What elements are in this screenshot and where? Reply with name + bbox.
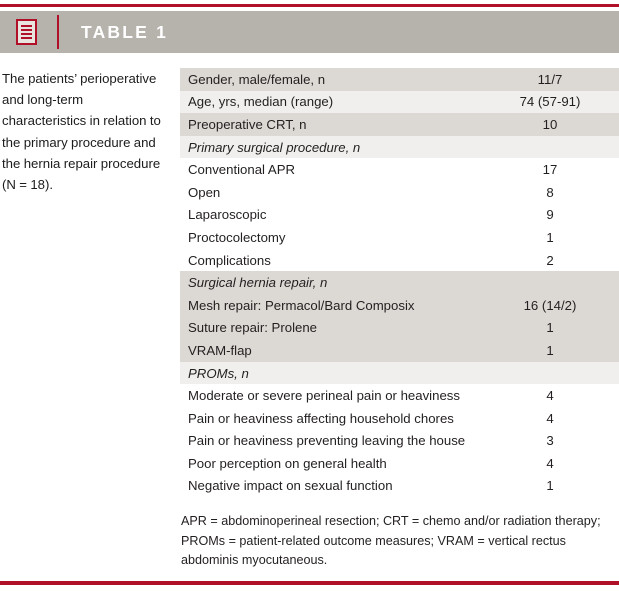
table-row bbox=[180, 475, 619, 498]
table-row-value: 4 bbox=[546, 455, 554, 471]
table-row-label: Age, yrs, median (range) bbox=[188, 94, 334, 110]
table-row-label: Moderate or severe perineal pain or heaviness bbox=[188, 388, 460, 404]
table-row bbox=[180, 91, 619, 114]
data-table bbox=[180, 68, 619, 497]
header-divider bbox=[57, 15, 59, 49]
table-row-label: Surgical hernia repair, n bbox=[188, 275, 328, 291]
table-row bbox=[180, 407, 619, 430]
table-row-value: 8 bbox=[546, 184, 554, 200]
table-row-label: Poor perception on general health bbox=[188, 455, 387, 471]
table-row bbox=[180, 204, 619, 227]
table-row-value: 17 bbox=[542, 162, 558, 178]
table-row-value: 16 (14/2) bbox=[523, 297, 577, 313]
table-document-icon bbox=[16, 19, 37, 45]
table-row-label: Laparoscopic bbox=[188, 207, 267, 223]
table-row bbox=[180, 249, 619, 272]
table-row bbox=[180, 68, 619, 91]
table-row bbox=[180, 339, 619, 362]
table-row-value: 1 bbox=[546, 478, 554, 494]
table-row bbox=[180, 452, 619, 475]
table-row-label: Pain or heaviness preventing leaving the house bbox=[188, 433, 466, 449]
table-row-value: 1 bbox=[546, 320, 554, 336]
table-row bbox=[180, 113, 619, 136]
table-row bbox=[180, 226, 619, 249]
table-row-label: Complications bbox=[188, 252, 271, 268]
table-row-label: Gender, male/female, n bbox=[188, 71, 326, 87]
table-caption: The patients’ perioperative and long-term characteristics in relation to the primary procedure and the hernia repair procedure (N = 18). bbox=[2, 71, 161, 193]
table-row-value: 2 bbox=[546, 252, 554, 268]
table-row-label: Open bbox=[188, 184, 221, 200]
table-row-label: Suture repair: Prolene bbox=[188, 320, 318, 336]
table-row bbox=[180, 430, 619, 453]
table-row-label: Mesh repair: Permacol/Bard Composix bbox=[188, 297, 415, 313]
table-row bbox=[180, 384, 619, 407]
table-footnote: APR = abdominoperineal resection; CRT = chemo and/or radiation therapy; PROMs = patient-related outcome measures; VRAM = vertical rectus abdominis myocutaneous. bbox=[181, 514, 601, 567]
table-row-value: 3 bbox=[546, 433, 554, 449]
table-header-band bbox=[0, 11, 619, 53]
top-red-rule bbox=[0, 4, 619, 7]
table-row-label: VRAM-flap bbox=[188, 342, 252, 358]
table-row bbox=[180, 317, 619, 340]
table-row-value: 11/7 bbox=[537, 71, 563, 87]
table-section-row bbox=[180, 271, 619, 294]
table-row-value: 10 bbox=[542, 116, 558, 132]
table-row bbox=[180, 158, 619, 181]
table-row-value: 9 bbox=[546, 207, 554, 223]
table-row bbox=[180, 294, 619, 317]
table-row-label: Negative impact on sexual function bbox=[188, 478, 393, 494]
table-section-row bbox=[180, 362, 619, 385]
table-title: TABLE 1 bbox=[81, 21, 169, 42]
bottom-red-rule bbox=[0, 581, 619, 585]
table-section-row bbox=[180, 136, 619, 159]
table-row-label: PROMs, n bbox=[188, 365, 249, 381]
table-row-value: 1 bbox=[546, 342, 554, 358]
table-row bbox=[180, 181, 619, 204]
table-row-label: Primary surgical procedure, n bbox=[188, 139, 361, 155]
table-row-value: 74 (57-91) bbox=[519, 94, 581, 110]
table-row-label: Conventional APR bbox=[188, 162, 296, 178]
table-row-label: Preoperative CRT, n bbox=[188, 116, 307, 132]
table-row-value: 4 bbox=[546, 410, 554, 426]
table-row-label: Proctocolectomy bbox=[188, 229, 286, 245]
table-row-value: 4 bbox=[546, 388, 554, 404]
table-row-label: Pain or heaviness affecting household chores bbox=[188, 410, 454, 426]
table-row-value: 1 bbox=[546, 229, 554, 245]
